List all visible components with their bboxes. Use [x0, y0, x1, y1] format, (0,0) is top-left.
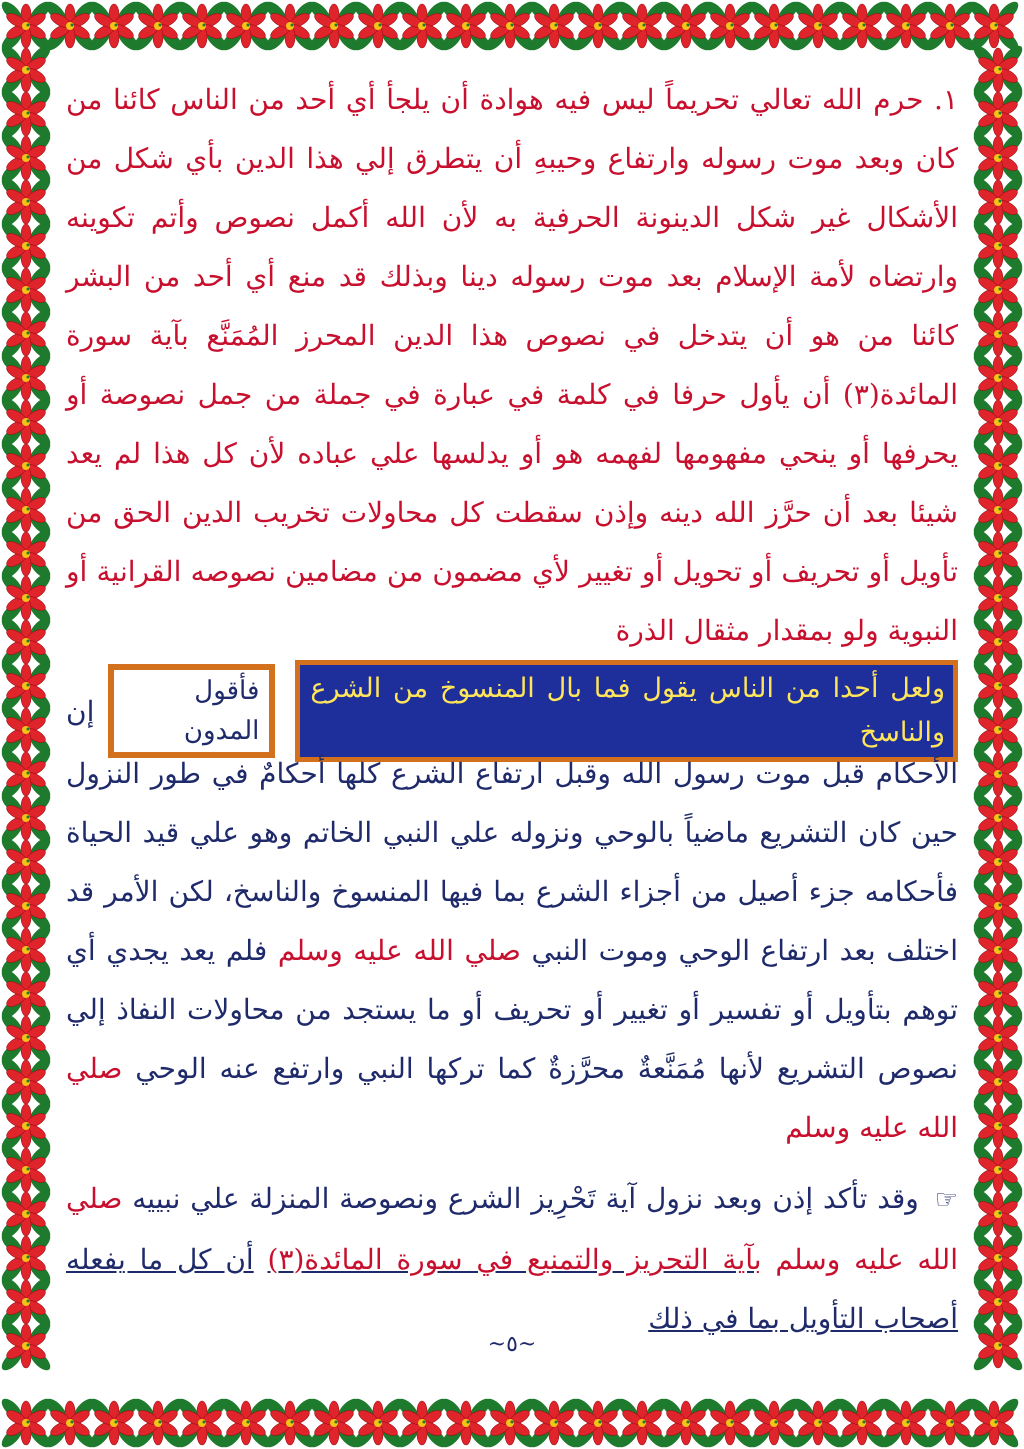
poinsettia-icon	[218, 0, 273, 54]
paragraph-final	[62, 1169, 962, 1348]
poinsettia-icon	[970, 790, 1024, 845]
poinsettia-icon	[702, 0, 757, 54]
poinsettia-icon	[878, 0, 933, 54]
poinsettia-icon	[970, 966, 1024, 1021]
callout-row	[62, 673, 962, 748]
poinsettia-icon	[970, 702, 1024, 757]
paragraph-blue-part1: الأحكام قبل موت رسول الله وقبل ارتفاع الشرع كلها أحكامٌ في طور النزول حين كان التشريع ماضياً بالوحي ونزوله علي النبي الخاتم وهو علي قيد الحياة فأحكامه جزء أصيل من أجزاء الشرع بما فيها المنسوخ والناسخ، لكن الأمر قد اختلف بعد ارتفاع الوحي وموت النبي	[66, 757, 959, 967]
poinsettia-icon	[0, 218, 54, 273]
poinsettia-icon	[970, 570, 1024, 625]
poinsettia-icon	[394, 0, 449, 54]
poinsettia-icon	[0, 42, 54, 97]
poinsettia-icon	[570, 0, 625, 54]
poinsettia-icon	[970, 394, 1024, 449]
poinsettia-icon	[0, 1098, 54, 1153]
poinsettia-icon	[970, 878, 1024, 933]
poinsettia-icon	[570, 1395, 625, 1449]
poinsettia-icon	[526, 0, 581, 54]
poinsettia-icon	[306, 0, 361, 54]
poinsettia-icon	[970, 1186, 1024, 1241]
poinsettia-icon	[0, 526, 54, 581]
poinsettia-icon	[970, 350, 1024, 405]
poinsettia-icon	[0, 482, 54, 537]
poinsettia-icon	[86, 1395, 141, 1449]
poinsettia-icon	[262, 1395, 317, 1449]
poinsettia-icon	[970, 262, 1024, 317]
poinsettia-icon	[970, 1054, 1024, 1109]
poinsettia-icon	[0, 1395, 54, 1449]
poinsettia-icon	[0, 922, 54, 977]
poinsettia-icon	[970, 1142, 1024, 1197]
poinsettia-icon	[262, 0, 317, 54]
paragraph-final-part1: وقد تأكد إذن وبعد نزول آية تَحْرِيز الشرع ونصوصة المنزلة علي نبييه	[132, 1182, 919, 1215]
poinsettia-icon	[970, 614, 1024, 669]
poinsettia-icon	[970, 482, 1024, 537]
salutation: صلي الله عليه وسلم	[66, 1052, 958, 1144]
poinsettia-icon	[746, 0, 801, 54]
poinsettia-icon	[0, 306, 54, 361]
poinsettia-icon	[970, 130, 1024, 185]
poinsettia-icon	[174, 0, 229, 54]
paragraph-final-part2: أن كل ما يفعله أصحاب التأويل بما في ذلك	[66, 1243, 958, 1335]
poinsettia-icon	[0, 1274, 54, 1329]
poinsettia-icon	[218, 1395, 273, 1449]
poinsettia-icon	[970, 86, 1024, 141]
poinsettia-icon	[0, 746, 54, 801]
poinsettia-icon	[0, 350, 54, 405]
poinsettia-icon	[922, 0, 977, 54]
salutation: صلي الله عليه وسلم	[277, 934, 521, 967]
poinsettia-icon	[0, 1186, 54, 1241]
poinsettia-icon	[0, 1318, 54, 1373]
poinsettia-icon	[0, 394, 54, 449]
poinsettia-icon	[86, 0, 141, 54]
poinsettia-icon	[0, 438, 54, 493]
callout-question: ولعل أحدا من الناس يقول فما بال المنسوخ من الشرع والناسخ	[295, 660, 958, 762]
poinsettia-icon	[970, 174, 1024, 229]
poinsettia-icon	[0, 702, 54, 757]
poinsettia-icon	[0, 86, 54, 141]
poinsettia-icon	[0, 1142, 54, 1197]
poinsettia-icon	[970, 218, 1024, 273]
page-content	[62, 62, 962, 1387]
poinsettia-icon	[834, 1395, 889, 1449]
poinsettia-icon	[0, 262, 54, 317]
poinsettia-icon	[658, 1395, 713, 1449]
poinsettia-icon	[350, 1395, 405, 1449]
poinsettia-icon	[970, 1274, 1024, 1329]
poinsettia-icon	[970, 42, 1024, 97]
poinsettia-icon	[130, 0, 185, 54]
poinsettia-icon	[174, 1395, 229, 1449]
poinsettia-icon	[790, 0, 845, 54]
poinsettia-icon	[614, 1395, 669, 1449]
poinsettia-icon	[482, 1395, 537, 1449]
poinsettia-icon	[966, 0, 1021, 54]
poinsettia-icon	[0, 174, 54, 229]
poinsettia-icon	[790, 1395, 845, 1449]
poinsettia-icon	[0, 658, 54, 713]
callout-conjunction: إن	[66, 694, 95, 728]
poinsettia-icon	[746, 1395, 801, 1449]
paragraph-red: ١. حرم الله تعالي تحريماً ليس فيه هوادة أن يلجأ أي أحد من الناس كائنا من كان وبعد موت رسوله وارتفاع وحيبهِ أن يتطرق إلي هذا الدين بأي شكل من الأشكال غير شكل الدينونة الحرفية به لأن الله أكمل نصوص وأتم تكوينه وارتضاه لأمة الإسلام بعد موت رسوله دينا وبذلك قد منع أي أحد من البشر كائنا من هو أن يتدخل في نصوص هذا الدين المحرز المُمَنَّع بآية سورة المائدة(٣) أن يأول حرفا في كلمة في عبارة في جملة من جمل نصوصة أو يحرفها أو ينحي مفهومها لفهمه هو أو يدلسها علي عباده لأن كل هذا لم يعد شيئا بعد أن حرَّز الله دينه وإذن سقطت كل محاولات تخريب الدين الحق من تأويل أو تحريف أو تحويل أو تغيير لأي مضمون من مضامين نصوصه القرانية أو النبوية ولو بمقدار مثقال الذرة	[66, 83, 958, 647]
poinsettia-icon	[970, 306, 1024, 361]
poinsettia-icon	[0, 130, 54, 185]
poinsettia-icon	[970, 1230, 1024, 1285]
page-number: ~٥~	[487, 1332, 537, 1357]
poinsettia-icon	[0, 0, 54, 54]
poinsettia-icon	[0, 878, 54, 933]
poinsettia-icon	[0, 1010, 54, 1065]
poinsettia-icon	[526, 1395, 581, 1449]
paragraph-blue	[62, 744, 962, 1157]
poinsettia-icon	[130, 1395, 185, 1449]
poinsettia-icon	[42, 0, 97, 54]
poinsettia-icon	[614, 0, 669, 54]
poinsettia-icon	[970, 834, 1024, 889]
salutation: صلي الله عليه وسلم	[66, 1182, 958, 1276]
poinsettia-icon	[922, 1395, 977, 1449]
poinsettia-icon	[350, 0, 405, 54]
poinsettia-icon	[970, 922, 1024, 977]
poinsettia-icon	[970, 1318, 1024, 1373]
poinsettia-icon	[0, 834, 54, 889]
poinsettia-icon	[394, 1395, 449, 1449]
poinsettia-icon	[878, 1395, 933, 1449]
poinsettia-icon	[0, 966, 54, 1021]
poinsettia-icon	[834, 0, 889, 54]
poinsettia-icon	[702, 1395, 757, 1449]
pointing-hand-icon: ☞	[934, 1185, 959, 1215]
poinsettia-icon	[970, 438, 1024, 493]
poinsettia-icon	[42, 1395, 97, 1449]
poinsettia-icon	[0, 570, 54, 625]
callout-label: فأقول المدون	[108, 664, 275, 758]
poinsettia-icon	[966, 1395, 1021, 1449]
poinsettia-icon	[970, 658, 1024, 713]
poinsettia-icon	[0, 1230, 54, 1285]
poinsettia-icon	[970, 746, 1024, 801]
poinsettia-icon	[438, 0, 493, 54]
poinsettia-icon	[0, 614, 54, 669]
poinsettia-icon	[438, 1395, 493, 1449]
poinsettia-icon	[970, 1010, 1024, 1065]
poinsettia-icon	[970, 1098, 1024, 1153]
poinsettia-icon	[658, 0, 713, 54]
paragraph-blue-part2: فلم يعد يجدي أي توهم بتأويل أو تفسير أو تغيير أو تحريف أو ما يستجد من محاولات النفاذ إلي نصوص التشريع لأنها مُمَنَّعةٌ محرَّزةٌ كما تركها النبي وارتفع عنه الوحي	[66, 934, 958, 1085]
poinsettia-icon	[306, 1395, 361, 1449]
poinsettia-icon	[0, 1054, 54, 1109]
paragraph-final-red-phrase: بآية التحريز والتمنيع في سورة المائدة(٣)	[267, 1243, 762, 1276]
poinsettia-icon	[970, 526, 1024, 581]
poinsettia-icon	[482, 0, 537, 54]
poinsettia-icon	[0, 790, 54, 845]
